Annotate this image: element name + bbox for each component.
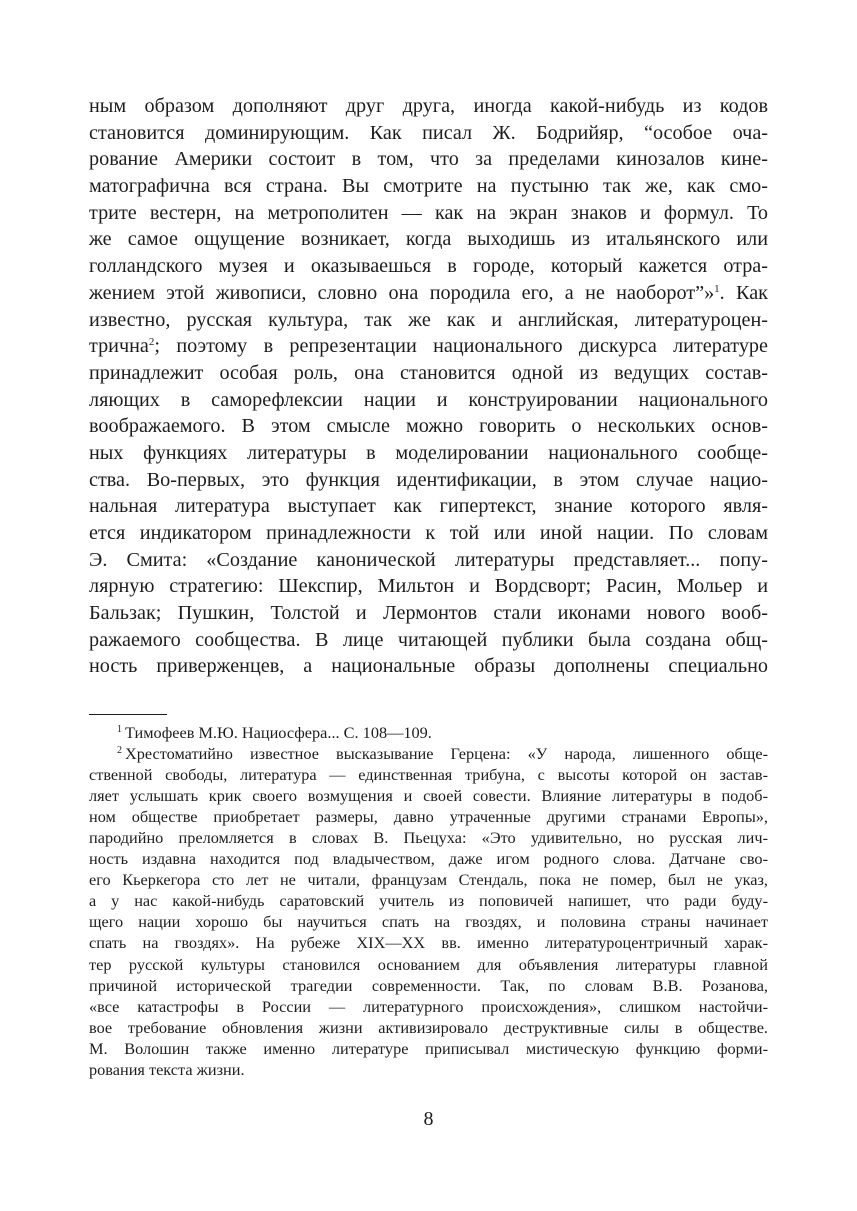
text-line: ных функциях литературы в моделировании национального сообще-	[89, 441, 768, 464]
footnote-line: причиной исторической трагедии современности. Так, по словам В.В. Розанова,	[89, 975, 768, 995]
text-line: становится доминирующим. Как писал Ж. Бодрийяр, “особое оча-	[89, 121, 768, 144]
text-line: принадлежит особая роль, она становится одной из ведущих состав-	[89, 361, 768, 384]
text-segment: трична	[89, 335, 149, 358]
text-line: Э. Смита: «Создание канонической литературы представляет... попу-	[89, 548, 768, 571]
text-line: ность приверженцев, а национальные образы дополнены специально	[89, 655, 768, 678]
text-line: известно, русская культура, так же как и английская, литературоцен-	[89, 308, 768, 331]
text-line: трите вестерн, на метрополитен — как на экран знаков и формул. То	[89, 201, 768, 224]
footnote-line: ственной свободы, литература — единственная трибуна, с высоты которой он застав-	[89, 765, 768, 785]
text-line: ражаемого сообщества. В лице читающей публики была создана общ-	[89, 628, 768, 651]
footnote-ref-1[interactable]: 1	[714, 282, 720, 295]
text-line: ства. Во-первых, это функция идентификации, в этом случае нацио-	[89, 468, 768, 491]
footnote-line: рования текста жизни.	[89, 1059, 245, 1079]
footnote-line: ляет услышать крик своего возмущения и своей совести. Влияние литературы в подоб-	[89, 786, 768, 806]
footnote-line: щего нации хорошо бы научиться спать на гвоздях, и половина страны начинает	[89, 912, 768, 932]
footnotes	[89, 722, 768, 1080]
footnote-separator	[89, 714, 167, 715]
text-line: ным образом дополняют друг друга, иногда какой-нибудь из кодов	[89, 95, 768, 117]
footnote-line: М. Волошин также именно литературе приписывал мистическую функцию форми-	[89, 1038, 768, 1058]
page-number: 8	[423, 1108, 434, 1130]
text-line: же самое ощущение возникает, когда выходишь из итальянского или	[89, 228, 768, 251]
footnote-line: а у нас какой-нибудь саратовский учитель из поповичей напишет, что ради буду-	[89, 891, 768, 911]
footnote-2-mark: 2	[117, 745, 122, 757]
footnote-ref-2[interactable]: 2	[148, 336, 155, 349]
text-line: голландского музея и оказываешься в городе, который кажется отра-	[89, 255, 768, 278]
text-line: матографична вся страна. Вы смотрите на пустыню так же, как смо-	[89, 175, 768, 198]
footnote-line: тер русской культуры становился основанием для объявления литературы главной	[89, 954, 768, 974]
footnote-line: спать на гвоздях». На рубеже XIX—XX вв. именно литературоцентричный харак-	[89, 933, 768, 953]
footnote-line: вое требование обновления жизни активизировало деструктивные силы в обществе.	[89, 1017, 768, 1037]
text-line-with-footnote-ref	[89, 333, 768, 360]
text-segment: ; поэтому в репрезентации национального дискурса литературе	[154, 335, 768, 358]
text-line: ляющих в саморефлексии нации и конструировании национального	[89, 388, 768, 411]
text-line: ется индикатором принадлежности к той или иной нации. По словам	[89, 522, 768, 544]
footnote-1-mark: 1	[117, 724, 122, 735]
footnote-1-text: Тимофеев М.Ю. Нациосфера... С. 108—109.	[125, 723, 432, 742]
text-line: воображаемого. В этом смысле можно говорить о нескольких основ-	[89, 415, 768, 438]
footnote-2-text: Хрестоматийно известное высказывание Герцена: «У народа, лишенного обще-	[125, 744, 768, 764]
footnote-line: его Кьеркегора сто лет не читали, французам Стендаль, пока не помер, был не указ,	[89, 870, 768, 890]
text-line: лярную стратегию: Шекспир, Мильтон и Вордсворт; Расин, Мольер и	[89, 575, 768, 598]
footnote-line: ном обществе приобретает размеры, давно утраченные другими странами Европы»,	[89, 807, 768, 827]
footnote-line: пародийно преломляется в словах В. Пьецуха: «Это удивительно, но русская лич-	[89, 828, 768, 848]
footnote-1	[89, 722, 768, 743]
text-segment: жением этой живописи, словно она породила его, а не наоборот”»	[89, 281, 715, 304]
text-line: нальная литература выступает как гипертекст, знание которого явля-	[89, 495, 768, 518]
text-line-with-footnote-ref	[89, 280, 768, 307]
text-line: Бальзак; Пушкин, Толстой и Лермонтов стали иконами нового вооб-	[89, 602, 768, 625]
footnote-line: «все катастрофы в России — литературного происхождения», слишком настойчи-	[89, 996, 768, 1016]
footnote-line: ность издавна находится под владычеством, даже игом родного слова. Датчане сво-	[89, 849, 768, 869]
text-segment: . Как	[719, 281, 768, 304]
body-text	[89, 93, 768, 680]
text-line: рование Америки состоит в том, что за пределами кинозалов кине-	[89, 148, 768, 171]
footnote-2-first-line	[89, 743, 768, 764]
